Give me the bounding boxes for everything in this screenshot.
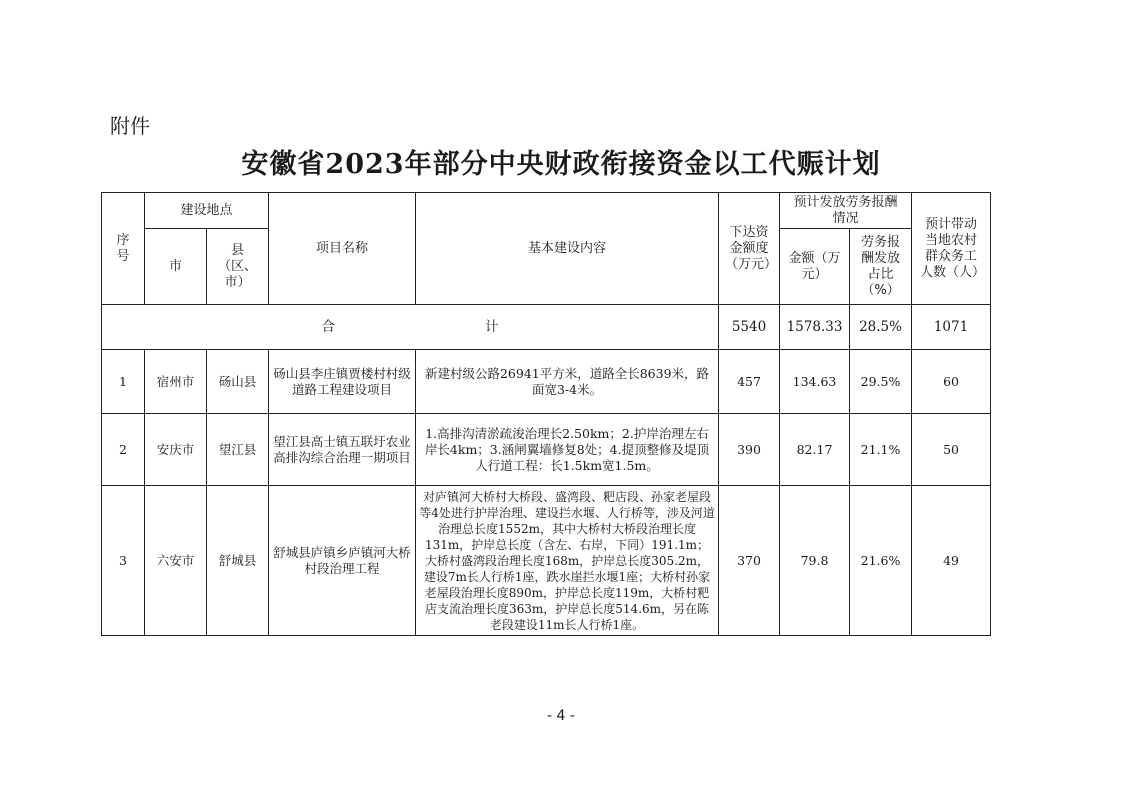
total-label: [102, 305, 719, 350]
row-amount: 82.17: [780, 414, 850, 486]
row-project-name: 望江县高士镇五联圩农业高排沟综合治理一期项目: [269, 414, 416, 486]
total-ratio: 28.5%: [850, 305, 912, 350]
row-funds: 457: [719, 350, 780, 414]
row-funds: 390: [719, 414, 780, 486]
row-content: 1.高排沟清淤疏浚治理长2.50km；2.护岸治理左右岸长4km；3.涵闸翼墙修复8处；4.提顶整修及堤顶人行道工程：长1.5km宽1.5m。: [416, 414, 719, 486]
plan-table: [101, 192, 991, 636]
row-county: 砀山县: [207, 350, 269, 414]
header-amount: 金额（万元）: [780, 229, 850, 305]
document-title: 安徽省2023年部分中央财政衔接资金以工代赈计划: [241, 149, 881, 180]
row-ratio: 21.1%: [850, 414, 912, 486]
header-location: 建设地点: [145, 193, 269, 229]
header-labor-pay: 预计发放劳务报酬情况: [780, 193, 912, 229]
header-project-name: 项目名称: [269, 193, 416, 305]
row-content: 对庐镇河大桥村大桥段、盛湾段、粑店段、孙家老屋段等4处进行护岸治理、建设拦水堰、人行桥等，涉及河道治理总长度1552m，其中大桥村大桥段治理长度131m，护岸总长度（含左、右岸，下同）191.1m；大桥村盛湾段治理长度168m，护岸总长度305.2m，建设7m长人行桥1座，跌水崖拦水堰1座；大桥村孙家老屋段治理长度890m，护岸总长度119m，大桥村粑店支流治理长度363m，护岸总长度514.6m，另在陈老段建设11m长人行桥1座。: [416, 486, 719, 636]
total-label-left: 合: [321, 319, 335, 335]
total-amount: 1578.33: [780, 305, 850, 350]
row-project-name: 舒城县庐镇乡庐镇河大桥村段治理工程: [269, 486, 416, 636]
row-amount: 134.63: [780, 350, 850, 414]
row-city: 宿州市: [145, 350, 207, 414]
table-row: [102, 414, 991, 486]
row-project-name: 砀山县李庄镇贾楼村村级道路工程建设项目: [269, 350, 416, 414]
row-seq: 2: [102, 414, 145, 486]
total-row: [102, 305, 991, 350]
header-content: 基本建设内容: [416, 193, 719, 305]
row-amount: 79.8: [780, 486, 850, 636]
row-funds: 370: [719, 486, 780, 636]
row-content: 新建村级公路26941平方米，道路全长8639米，路面宽3-4米。: [416, 350, 719, 414]
attachment-label: 附件: [110, 114, 150, 138]
header-ratio: 劳务报酬发放占比（%）: [850, 229, 912, 305]
total-label-right: 计: [485, 319, 499, 335]
header-seq: 序号: [102, 193, 145, 305]
row-workers: 49: [912, 486, 991, 636]
row-county: 舒城县: [207, 486, 269, 636]
row-ratio: 29.5%: [850, 350, 912, 414]
row-seq: 1: [102, 350, 145, 414]
total-workers: 1071: [912, 305, 991, 350]
row-city: 安庆市: [145, 414, 207, 486]
row-city: 六安市: [145, 486, 207, 636]
row-workers: 50: [912, 414, 991, 486]
row-workers: 60: [912, 350, 991, 414]
table-row: [102, 350, 991, 414]
header-county: 县（区、市）: [207, 229, 269, 305]
row-seq: 3: [102, 486, 145, 636]
table-row: [102, 486, 991, 636]
header-city: 市: [145, 229, 207, 305]
header-funds: 下达资金额度（万元）: [719, 193, 780, 305]
header-workers: 预计带动当地农村群众务工人数（人）: [912, 193, 991, 305]
total-funds: 5540: [719, 305, 780, 350]
page-number: - 4 -: [547, 708, 575, 724]
row-county: 望江县: [207, 414, 269, 486]
row-ratio: 21.6%: [850, 486, 912, 636]
